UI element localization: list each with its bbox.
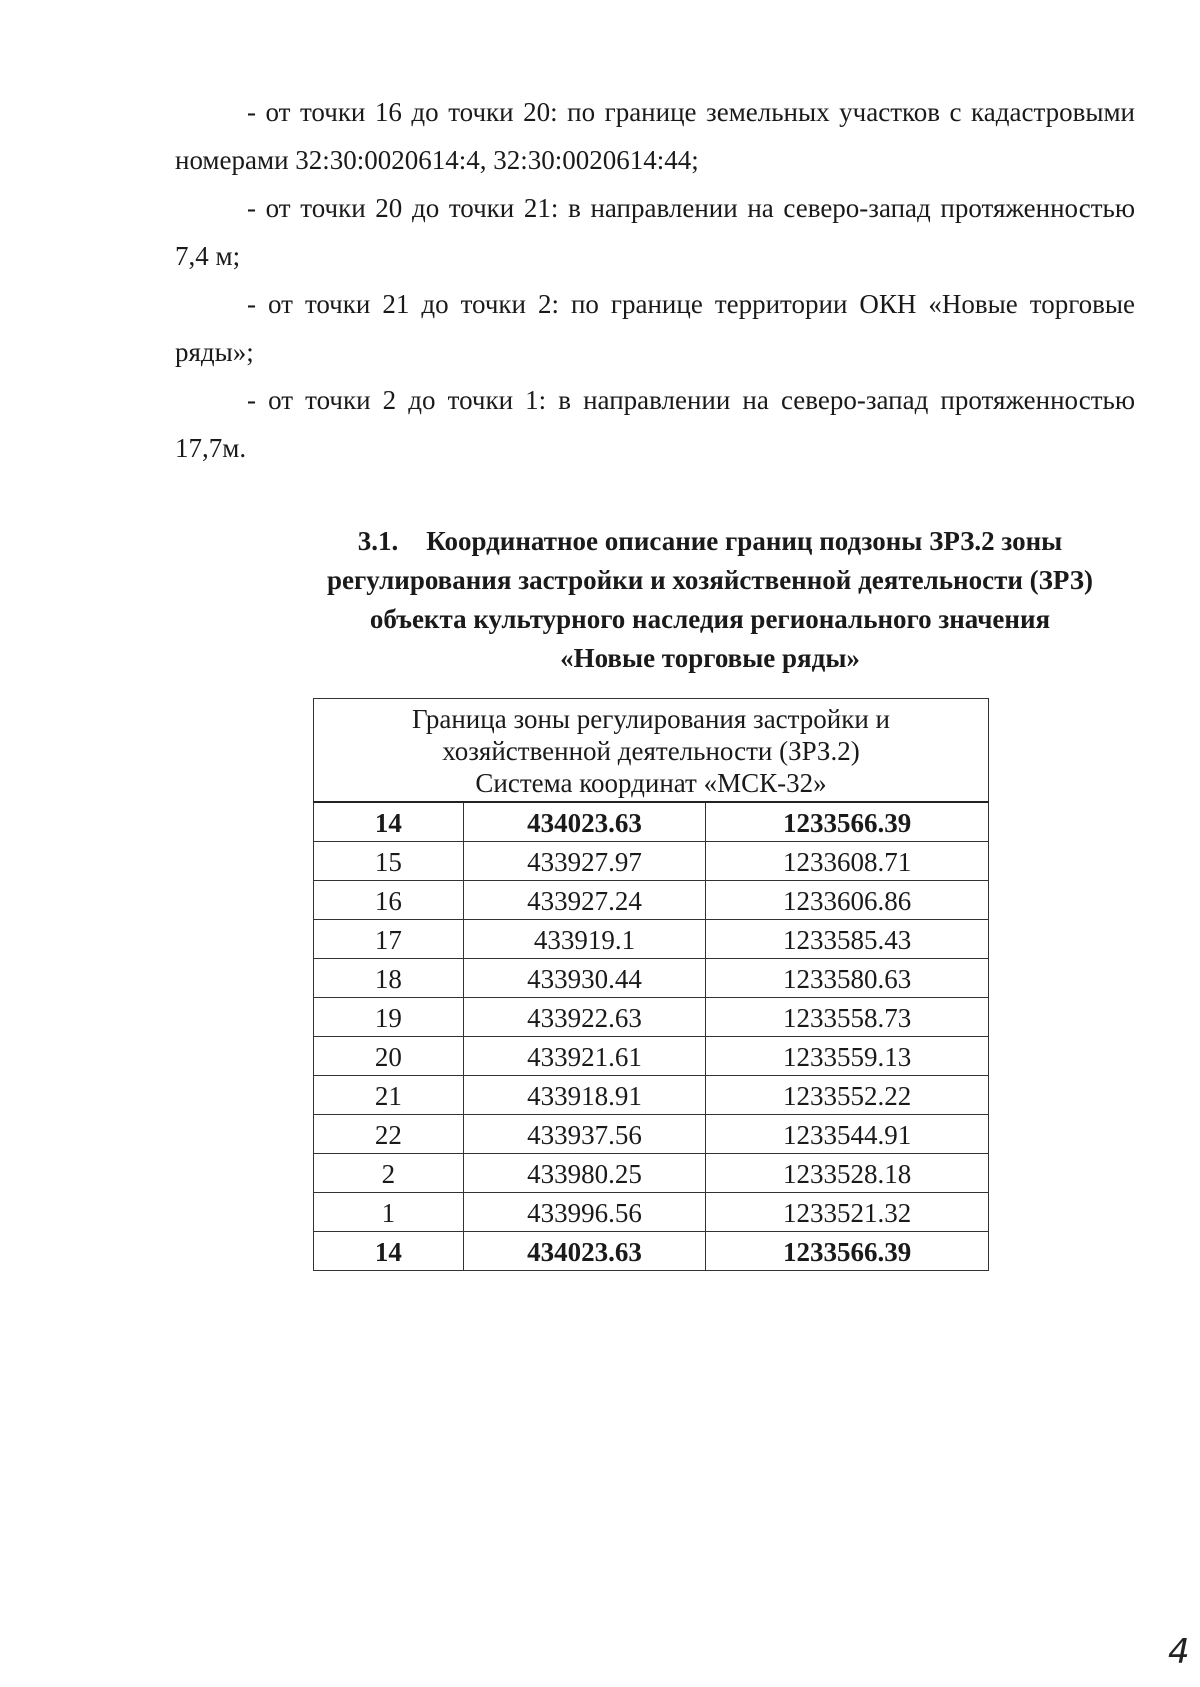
page-number: 4	[1168, 1632, 1190, 1672]
coord-y: 1233566.39	[706, 1232, 989, 1271]
paragraph	[175, 376, 1135, 472]
coord-x: 433919.1	[463, 920, 706, 959]
paragraph-line: - от точки 2 до точки 1: в направлении на северо-запад протяженностью	[247, 385, 1135, 415]
coord-y: 1233552.22	[706, 1076, 989, 1115]
point-number: 22	[314, 1115, 464, 1154]
coord-y: 1233566.39	[706, 802, 989, 842]
coord-y: 1233559.13	[706, 1037, 989, 1076]
coord-x: 433996.56	[463, 1193, 706, 1232]
heading-text: Координатное описание границ подзоны ЗРЗ.2 зоны	[426, 526, 1063, 556]
table-caption	[314, 699, 989, 803]
paragraph-line: - от точки 21 до точки 2: по границе территории ОКН «Новые торговые	[247, 289, 1135, 319]
table-row	[314, 920, 989, 959]
caption-line: Система координат «МСК-32»	[475, 768, 827, 798]
coord-x: 433980.25	[463, 1154, 706, 1193]
point-number: 2	[314, 1154, 464, 1193]
section-number: 3.1.	[357, 526, 399, 556]
point-number: 14	[314, 1232, 464, 1271]
body-text	[175, 88, 1135, 472]
point-number: 1	[314, 1193, 464, 1232]
point-number: 16	[314, 881, 464, 920]
coordinates-table-wrapper	[313, 698, 989, 1271]
paragraph-line: номерами 32:30:0020614:4, 32:30:0020614:44;	[175, 145, 699, 175]
coord-x: 433918.91	[463, 1076, 706, 1115]
section-heading	[300, 522, 1120, 678]
table-row	[314, 1076, 989, 1115]
paragraph-line: ряды»;	[175, 337, 254, 367]
table-row	[314, 1037, 989, 1076]
point-number: 19	[314, 998, 464, 1037]
table-row	[314, 1232, 989, 1271]
coord-y: 1233606.86	[706, 881, 989, 920]
coord-y: 1233528.18	[706, 1154, 989, 1193]
paragraph	[175, 184, 1135, 280]
point-number: 20	[314, 1037, 464, 1076]
table-row	[314, 881, 989, 920]
table-row	[314, 959, 989, 998]
point-number: 17	[314, 920, 464, 959]
coord-x: 433921.61	[463, 1037, 706, 1076]
paragraph-line: - от точки 20 до точки 21: в направлении на северо-запад протяженностью	[247, 193, 1135, 223]
paragraph	[175, 88, 1135, 184]
coordinates-table	[313, 698, 989, 1271]
heading-line: объекта культурного наследия регионального значения	[369, 604, 1051, 634]
point-number: 18	[314, 959, 464, 998]
table-row	[314, 1154, 989, 1193]
heading-line: «Новые торговые ряды»	[560, 643, 860, 673]
paragraph-line: 17,7м.	[175, 433, 247, 463]
table-caption-row	[314, 699, 989, 803]
table-row	[314, 1193, 989, 1232]
coord-x: 433927.97	[463, 842, 706, 881]
coord-y: 1233544.91	[706, 1115, 989, 1154]
coord-x: 433922.63	[463, 998, 706, 1037]
caption-line: хозяйственной деятельности (ЗРЗ.2)	[442, 736, 860, 766]
coord-x: 434023.63	[463, 802, 706, 842]
coord-x: 434023.63	[463, 1232, 706, 1271]
coord-x: 433930.44	[463, 959, 706, 998]
coord-y: 1233580.63	[706, 959, 989, 998]
paragraph	[175, 280, 1135, 376]
coord-y: 1233608.71	[706, 842, 989, 881]
table-row	[314, 998, 989, 1037]
paragraph-line: 7,4 м;	[175, 241, 241, 271]
point-number: 21	[314, 1076, 464, 1115]
table-row	[314, 802, 989, 842]
coord-y: 1233585.43	[706, 920, 989, 959]
table-row	[314, 1115, 989, 1154]
table-row	[314, 842, 989, 881]
heading-line	[300, 522, 1120, 561]
point-number: 15	[314, 842, 464, 881]
coord-y: 1233521.32	[706, 1193, 989, 1232]
heading-line: регулирования застройки и хозяйственной деятельности (ЗРЗ)	[327, 565, 1093, 595]
point-number: 14	[314, 802, 464, 842]
coord-x: 433937.56	[463, 1115, 706, 1154]
coord-x: 433927.24	[463, 881, 706, 920]
paragraph-line: - от точки 16 до точки 20: по границе земельных участков с кадастровыми	[247, 97, 1135, 127]
caption-line: Граница зоны регулирования застройки и	[411, 704, 891, 734]
coord-y: 1233558.73	[706, 998, 989, 1037]
